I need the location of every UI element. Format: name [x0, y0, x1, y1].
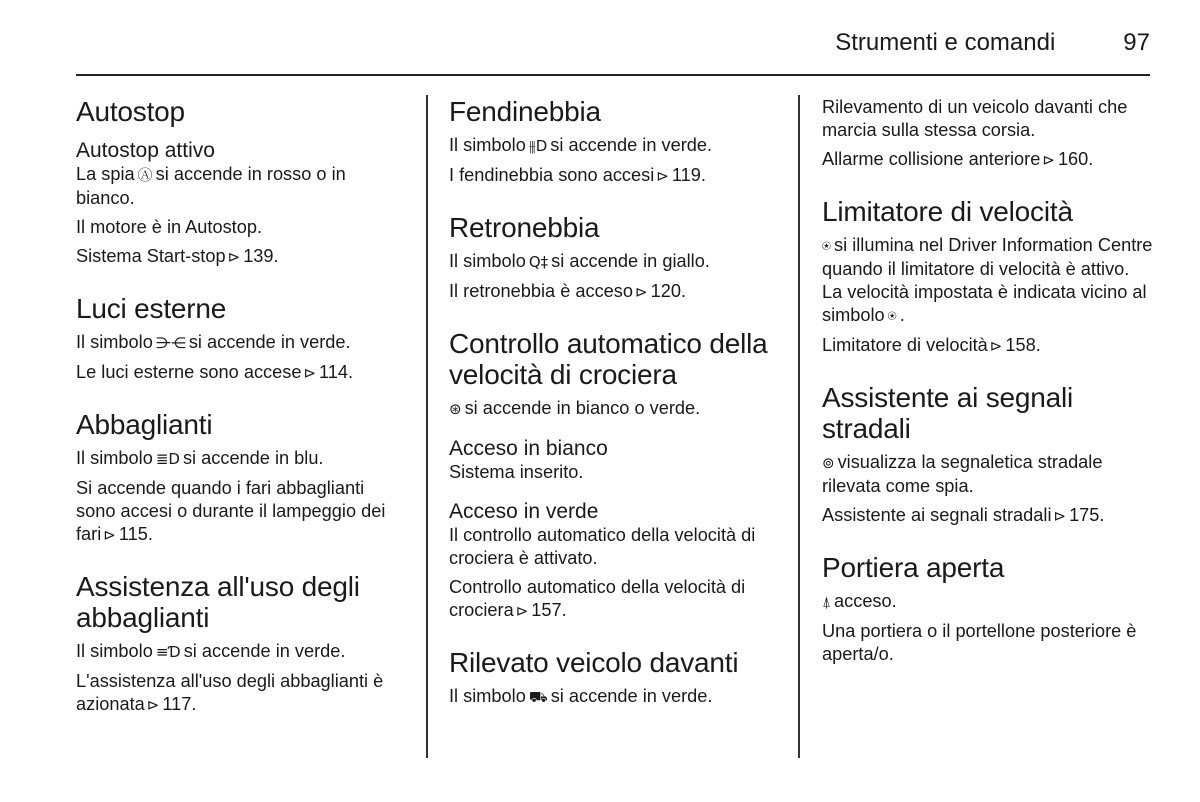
- paragraph: Il controllo automatico della velocità di crociera è attivato.: [449, 525, 756, 568]
- paragraph: Una portiera o il portellone posteriore è aperta/o.: [822, 621, 1137, 664]
- heading-fendinebbia: Fendinebbia: [449, 96, 601, 127]
- paragraph: La spia Ⓐ si accende in rosso o in bianco.: [76, 164, 346, 208]
- cruise-control-icon: ⊛: [449, 400, 462, 418]
- paragraph: I fendinebbia sono accesi ⊳ 119.: [449, 165, 706, 185]
- front-fog-icon: ⫵D: [528, 137, 548, 155]
- paragraph: Si accende quando i fari abbaglianti sono accesi o durante il lampeggio dei fari ⊳ 115.: [76, 478, 386, 544]
- subheading-acceso-bianco: Acceso in bianco: [449, 437, 608, 460]
- page-reference-icon: ⊳: [989, 337, 1003, 355]
- page-reference-icon: ⊳: [303, 364, 317, 382]
- paragraph: Rilevamento di un veicolo davanti che marcia sulla stessa corsia.: [822, 97, 1128, 140]
- paragraph: ⍋ acceso.: [822, 590, 1154, 614]
- paragraph: Controllo automatico della velocità di crociera ⊳ 157.: [449, 577, 746, 620]
- paragraph: L'assistenza all'uso degli abbaglianti è azionata ⊳ 117.: [76, 671, 384, 714]
- column-1: [76, 96, 406, 723]
- heading-segnali-stradali: Assistente ai segnali stradali: [822, 382, 1074, 444]
- paragraph: Il simbolo ≡Ɗ si accende in verde.: [76, 640, 406, 664]
- heading-assistenza-abbaglianti: Assistenza all'uso degli abbaglianti: [76, 571, 360, 633]
- paragraph: Assistente ai segnali stradali ⊳ 175.: [822, 505, 1105, 525]
- page-reference-icon: ⊳: [103, 526, 116, 544]
- paragraph: Allarme collisione anteriore ⊳ 160.: [822, 149, 1094, 169]
- heading-rilevato-veicolo: Rilevato veicolo davanti: [449, 647, 739, 678]
- page-header: [450, 28, 1150, 58]
- paragraph: Il simbolo Q‡ si accende in giallo.: [449, 250, 784, 274]
- heading-portiera-aperta: Portiera aperta: [822, 552, 1005, 583]
- speed-limiter-icon: ⍟: [822, 237, 832, 255]
- traffic-sign-icon: ⊚: [822, 454, 835, 472]
- page-reference-icon: ⊳: [146, 696, 160, 714]
- page-reference-icon: ⊳: [656, 167, 669, 185]
- heading-autostop: Autostop: [76, 96, 185, 127]
- paragraph: Il simbolo ⛟ si accende in verde.: [449, 685, 784, 709]
- vehicle-ahead-icon: ⛟: [528, 688, 548, 706]
- heading-cruise-control: Controllo automatico della velocità di crociera: [449, 328, 768, 390]
- header-rule: [76, 74, 1150, 76]
- heading-abbaglianti: Abbaglianti: [76, 409, 213, 440]
- exterior-lights-icon: ⋺⋲: [155, 334, 186, 352]
- paragraph: ⍟ si illumina nel Driver Information Centre quando il limitatore di velocità è attivo. La velocità impostata è indicata vicino al simbolo ⍟ .: [822, 234, 1154, 328]
- paragraph: Le luci esterne sono accese ⊳ 114.: [76, 362, 354, 382]
- page-reference-icon: ⊳: [1053, 507, 1067, 525]
- paragraph: Limitatore di velocità ⊳ 158.: [822, 335, 1041, 355]
- heading-limitatore: Limitatore di velocità: [822, 196, 1073, 227]
- column-3: [822, 96, 1154, 672]
- paragraph: ⊚ visualizza la segnaletica stradale rilevata come spia.: [822, 452, 1103, 496]
- page-reference-icon: ⊳: [227, 248, 241, 266]
- speed-limiter-icon: ⍟: [887, 307, 897, 325]
- paragraph: Il simbolo ≣D si accende in blu.: [76, 447, 406, 471]
- paragraph: Il simbolo ⫵D si accende in verde.: [449, 134, 784, 158]
- page-reference-icon: ⊳: [635, 283, 648, 301]
- paragraph: Sistema inserito.: [449, 462, 584, 482]
- page-reference-icon: ⊳: [515, 602, 529, 620]
- subheading-autostop-attivo: Autostop attivo: [76, 139, 215, 162]
- column-divider-1: [426, 95, 428, 758]
- paragraph: Sistema Start-stop ⊳ 139.: [76, 246, 279, 266]
- paragraph: Il retronebbia è acceso ⊳ 120.: [449, 281, 686, 301]
- high-beam-icon: ≣D: [155, 450, 180, 468]
- heading-retronebbia: Retronebbia: [449, 212, 600, 243]
- page-number: 97: [1123, 29, 1150, 56]
- section-title: Strumenti e comandi: [835, 29, 1056, 56]
- column-divider-2: [798, 95, 800, 758]
- high-beam-assist-icon: ≡Ɗ: [155, 643, 181, 661]
- paragraph: ⊛ si accende in bianco o verde.: [449, 397, 784, 421]
- door-open-icon: ⍋: [822, 593, 832, 611]
- column-2: [449, 96, 784, 715]
- autostop-icon: Ⓐ: [137, 166, 153, 184]
- rear-fog-icon: Q‡: [528, 253, 549, 271]
- page-reference-icon: ⊳: [1042, 151, 1055, 169]
- heading-luci-esterne: Luci esterne: [76, 293, 227, 324]
- paragraph: Il simbolo ⋺⋲ si accende in verde.: [76, 331, 406, 355]
- paragraph: Il motore è in Autostop.: [76, 217, 263, 237]
- subheading-acceso-verde: Acceso in verde: [449, 500, 599, 523]
